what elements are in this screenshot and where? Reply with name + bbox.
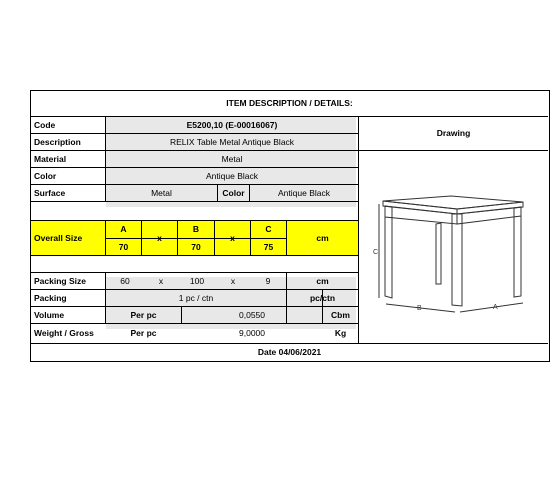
packing-size-v2: 100: [189, 275, 205, 286]
dim-c-value: 75: [263, 241, 274, 252]
color-value: Antique Black: [206, 170, 258, 181]
material-value: Metal: [221, 153, 243, 164]
dim-a-marker: A: [493, 304, 498, 311]
code-label: Code: [34, 119, 56, 130]
leg-back: [436, 223, 441, 284]
weight-per: Per pc: [130, 328, 157, 339]
table-drawing-svg: [371, 146, 549, 351]
surface-color-value: Antique Black: [278, 187, 330, 198]
apron-left: [385, 206, 457, 224]
volume-unit: Cbm: [331, 309, 350, 320]
packing-size-unit: cm: [316, 275, 329, 286]
surface-value: Metal: [151, 187, 172, 198]
date: Date 04/06/2021: [257, 347, 322, 358]
dim-b-value: 70: [191, 241, 201, 252]
times-sign: x: [158, 275, 164, 286]
dim-c-label: C: [265, 224, 272, 235]
weight-label: Weight / Gross: [34, 328, 94, 339]
leg-left: [385, 206, 392, 298]
times-sign: x: [157, 232, 162, 243]
dim-b-marker: B: [417, 305, 422, 312]
rule: [358, 116, 359, 343]
surface-color-label: Color: [222, 187, 245, 198]
drawing-label: Drawing: [436, 128, 471, 139]
code-value: E5200,10 (E-00016067): [186, 119, 278, 130]
material-label: Material: [34, 153, 67, 164]
leg-right: [514, 207, 521, 297]
weight-value: 9,0000: [239, 328, 265, 339]
leg-front: [452, 214, 462, 306]
weight-unit: Kg: [334, 328, 347, 339]
packing-value: 1 pc / ctn: [178, 292, 214, 303]
packing-size-v3: 9: [265, 275, 271, 286]
overall-size-unit: cm: [316, 232, 329, 243]
packing-unit: pc/ctn: [309, 292, 336, 303]
description-value: RELIX Table Metal Antique Black: [169, 136, 295, 147]
dim-c-marker: C: [373, 249, 379, 256]
rule: [31, 255, 358, 256]
description-label: Description: [34, 136, 81, 147]
color-label: Color: [34, 170, 57, 181]
page-title: ITEM DESCRIPTION / DETAILS:: [226, 98, 353, 109]
dim-b-label: B: [192, 224, 200, 235]
volume-label: Volume: [34, 309, 65, 320]
times-sign: x: [230, 232, 235, 243]
packing-size-v1: 60: [120, 275, 130, 286]
volume-per: Per pc: [130, 309, 157, 320]
overall-size-label: Overall Size: [34, 232, 83, 243]
table-drawing: [371, 146, 549, 351]
packing-size-label: Packing Size: [34, 275, 86, 286]
apron-right: [457, 207, 521, 224]
packing-label: Packing: [34, 292, 67, 303]
item-details-sheet: [30, 90, 550, 362]
dim-line-a: [460, 303, 523, 312]
times-sign: x: [230, 275, 236, 286]
volume-value: 0,0550: [239, 309, 265, 320]
rule: [31, 201, 358, 202]
surface-label: Surface: [34, 187, 66, 198]
dim-a-value: 70: [118, 241, 129, 252]
table-top: [383, 196, 523, 209]
dim-a-label: A: [120, 224, 127, 235]
